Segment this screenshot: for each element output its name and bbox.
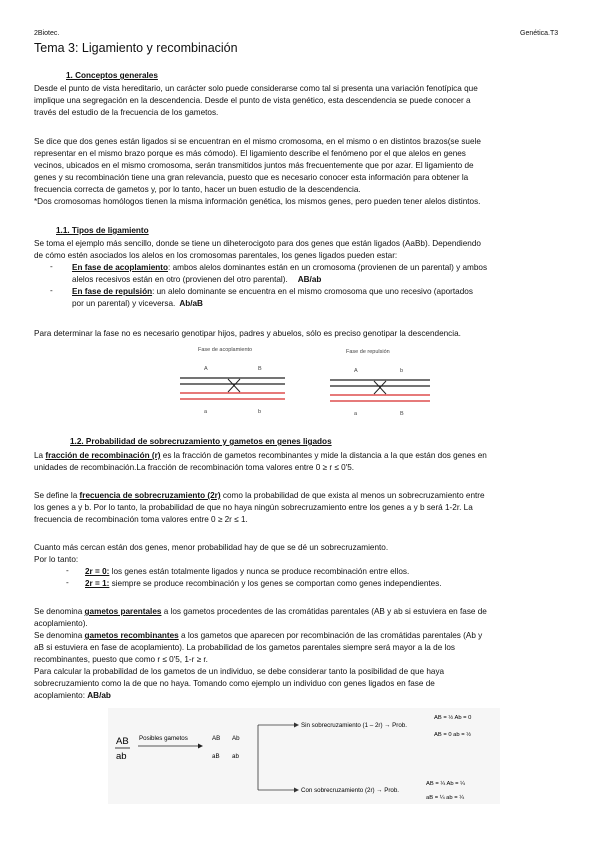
s12-p4-text: a los gametos procedentes de las cromátidas parentales (AB y ab si estuviera en fase de <box>161 607 487 616</box>
section-1-1-heading: 1.1. Tipos de ligamiento <box>56 226 149 235</box>
coupling-text-2: alelos recesivos están en otro (provienen del otro parental). <box>72 275 288 284</box>
bullet-coupling <box>72 262 487 273</box>
bullet-dash: - <box>66 578 69 587</box>
coupling-label-bottom-1: a <box>204 409 208 415</box>
repulsion-label-bottom-2: B <box>400 411 404 417</box>
s11-intro-line1: Se toma el ejemplo más sencillo, donde se tiene un diheterocigoto para dos genes que están ligados (AaBb). Dependiendo <box>34 239 481 248</box>
repulsion-text: : un alelo dominante se encuentra en el mismo cromosoma que uno recesivo (aportados <box>152 287 473 296</box>
s12-p1-prefix: La <box>34 451 46 460</box>
s12-p6-line1: Para calcular la probabilidad de los gametos de un individuo, se debe considerar tanto la posibilidad de que haya <box>34 667 445 676</box>
branch-crossover: Con sobrecruzamiento (2r) → Prob. <box>301 787 400 794</box>
s12-p4-line1 <box>34 606 487 617</box>
repulsion-label-top-1: A <box>354 368 358 374</box>
genotype-fraction-top: AB <box>116 736 129 747</box>
s12-p4-line2: acoplamiento). <box>34 619 88 628</box>
coupling-text: : ambos alelos dominantes están en un cromosoma (provienen de un parental) y ambos <box>168 263 488 272</box>
s12-p2-line1 <box>34 490 485 501</box>
bullet-dash: - <box>50 262 53 271</box>
case-2r-1-term: 2r = 1: <box>85 579 110 588</box>
repulsion-label-top-2: b <box>400 368 404 374</box>
s12-p5-prefix: Se denomina <box>34 631 85 640</box>
crossover-frequency-term: frecuencia de sobrecruzamiento (2r) <box>79 491 221 500</box>
s1-p2-line3: vecinos, ubicados en el mismo cromosoma, serán transmitidos juntos más frecuentemente que por azar. El ligamiento de <box>34 161 474 170</box>
s12-p5-line2: aB si estuviera en fase de acoplamiento). La probabilidad de los gametos parentales siempre será mayor a la de los <box>34 643 455 652</box>
header-topic: Genética.T3 <box>520 30 559 37</box>
coupling-label-top-2: B <box>258 366 262 372</box>
gamete-probability-diagram <box>108 708 500 804</box>
s1-p1-line1: Desde el punto de vista hereditario, un carácter solo puede considerarse como tal si presenta una variación fenotípica que <box>34 84 478 93</box>
section-1-heading: 1. Conceptos generales <box>66 71 158 80</box>
s1-p2-line1: Se dice que dos genes están ligados si se encuentran en el mismo cromosoma, en el mismo o en distintos brazos(se suele <box>34 137 481 146</box>
s12-p6-line2: sobrecruzamiento como la de que no haya. Tomando como ejemplo un individuo con genes ligados en fase de <box>34 679 435 688</box>
branch-no-crossover: Sin sobrecruzamiento (1 – 2r) → Prob. <box>301 722 407 729</box>
repulsion-genotype: Ab/aB <box>179 299 203 308</box>
s12-p5-line1 <box>34 630 482 641</box>
case-2r-0-term: 2r = 0: <box>85 567 110 576</box>
page-title: Tema 3: Ligamiento y recombinación <box>34 41 238 55</box>
repulsion-term: En fase de repulsión <box>72 287 153 296</box>
crossover-result-2: aB = ¼ ab = ¼ <box>426 795 465 801</box>
phase-note: Para determinar la fase no es necesario genotipar hijos, padres y abuelos, sólo es preciso genotipar la descendencia. <box>34 329 461 338</box>
s12-p2-prefix: Se define la <box>34 491 80 500</box>
bullet-dash: - <box>66 566 69 575</box>
s12-p3b: Por lo tanto: <box>34 555 79 564</box>
s12-p6-line3 <box>34 690 111 701</box>
s11-intro-line2: de cómo estén asociados los alelos en los cromosomas parentales, los genes ligados pueden estar: <box>34 251 398 260</box>
case-2r-1-text: siempre se produce recombinación y los genes se comportan como genes independientes. <box>109 579 442 588</box>
repulsion-label-bottom-1: a <box>354 411 358 417</box>
section-1-2-heading: 1.2. Probabilidad de sobrecruzamiento y gametos en genes ligados <box>70 437 332 446</box>
gamete-1: AB <box>212 735 221 742</box>
s12-p1-line2: unidades de recombinación.La fracción de recombinación toma valores entre 0 ≥ r ≤ 0'5. <box>34 463 355 472</box>
s1-p2-line5: frecuencia correcta de gametos y, por lo tanto, hacer un buen estudio de la descendencia. <box>34 185 361 194</box>
s1-p2-line2: representar en el mismo brazo porque es más cómodo). El ligamiento describe el fenómeno por el que alelos en genes <box>34 149 466 158</box>
s12-p1-line1 <box>34 450 487 461</box>
gamete-4: ab <box>232 753 239 760</box>
bullet-dash: - <box>50 286 53 295</box>
bullet-coupling-line2 <box>72 274 321 285</box>
genotype-fraction-bottom: ab <box>116 751 127 762</box>
coupling-figure-title: Fase de acoplamiento <box>198 347 253 353</box>
bullet-repulsion-line2 <box>72 298 203 309</box>
s12-p5-line3: recombinantes, puesto que como r ≤ 0'5, 1-r ≥ r. <box>34 655 208 664</box>
recombination-fraction-term: fracción de recombinación (r) <box>45 451 161 460</box>
repulsion-figure-title: Fase de repulsión <box>346 349 390 355</box>
arrow-label: Posibles gametos <box>139 735 188 742</box>
recombinant-gametes-term: gametos recombinantes <box>84 631 179 640</box>
s12-p2-line3: frecuencia de recombinación toma valores entre 0 ≥ 2r ≤ 1. <box>34 515 248 524</box>
coupling-term: En fase de acoplamiento <box>72 263 169 272</box>
s12-p2-line2: los genes a y b. Por lo tanto, la probabilidad de que no haya ningún sobrecruzamiento entre los genes a y b será 1-2r. La <box>34 503 473 512</box>
s1-p1-line2: implique una segregación en la descendencia. Desde el punto de vista genético, esta descendencia se puede conocer a <box>34 96 471 105</box>
case-2r-0 <box>85 566 409 577</box>
parental-gametes-term: gametos parentales <box>84 607 162 616</box>
repulsion-text-2: por un parental) y viceversa. <box>72 299 176 308</box>
crossover-result-1: AB = ¼ Ab = ¼ <box>426 781 465 787</box>
header-course: 2Biotec. <box>34 30 60 37</box>
coupling-label-top-1: A <box>204 366 208 372</box>
coupling-genotype: AB/ab <box>297 275 322 284</box>
gamete-3: aB <box>212 753 220 760</box>
linkage-phase-figure <box>180 343 440 429</box>
s12-p1-text: es la fracción de gametos recombinantes y mide la distancia a la que están dos genes en <box>160 451 487 460</box>
s12-p5-text: a los gametos que aparecen por recombinación de las cromátidas parentales (Ab y <box>178 631 483 640</box>
s12-p6-prefix: acoplamiento: <box>34 691 88 700</box>
case-2r-1 <box>85 578 442 589</box>
s12-p4-prefix: Se denomina <box>34 607 85 616</box>
s12-p2-text: como la probabilidad de que exista al menos un sobrecruzamiento entre <box>220 491 485 500</box>
case-2r-0-text: los genes están totalmente ligados y nunca se produce recombinación entre ellos. <box>109 567 410 576</box>
s1-note: *Dos cromosomas homólogos tienen la misma información genética, los mismos genes, pero pueden tener alelos distintos. <box>34 197 481 206</box>
no-crossover-result-1: AB = ½ Ab = 0 <box>434 715 472 721</box>
coupling-label-bottom-2: b <box>258 409 262 415</box>
example-genotype: AB/ab <box>87 691 111 700</box>
gamete-2: Ab <box>232 735 240 742</box>
s1-p2-line4: genes y su recombinación tiene una gran relevancia, puesto que es necesario conocer esta información para obtener la <box>34 173 469 182</box>
bullet-repulsion <box>72 286 473 297</box>
s12-p3: Cuanto más cercan están dos genes, menor probabilidad hay de que se dé un sobrecruzamiento. <box>34 543 389 552</box>
s1-p1-line3: través del estudio de la frecuencia de los gametos. <box>34 108 219 117</box>
no-crossover-result-2: AB = 0 ab = ½ <box>434 732 472 738</box>
